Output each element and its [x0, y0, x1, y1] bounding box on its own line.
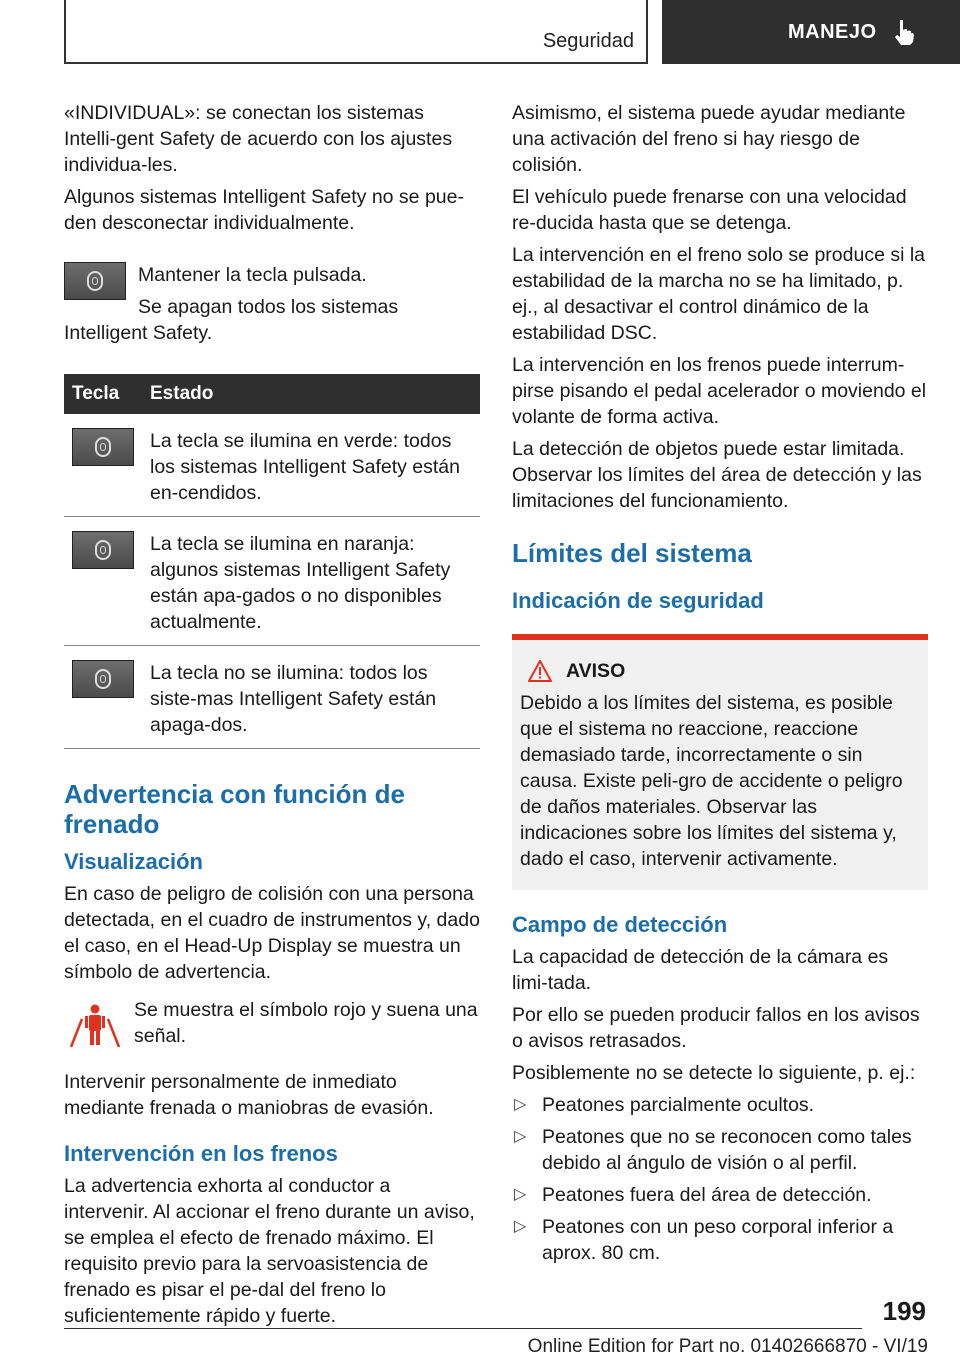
- table-row: [64, 646, 480, 749]
- column-header-state: Estado: [142, 374, 480, 414]
- heading-intervencion: Intervención en los frenos: [64, 1141, 338, 1166]
- chapter-label: MANEJO: [788, 20, 877, 43]
- heading-indicacion: Indicación de seguridad: [512, 588, 764, 613]
- paragraph-no-desconectar: Algunos sistemas Intelligent Safety no se pue-den desconectar individualmente.: [64, 186, 464, 234]
- paragraph-visualizacion: En caso de peligro de colisión con una persona detectada, en el cuadro de instrumentos y, dado el caso, en el Head-Up Display se muestra un símbolo de advertencia.: [64, 883, 480, 983]
- bullet-list: [512, 1092, 928, 1266]
- state-description: La tecla no se ilumina: todos los siste-mas Intelligent Safety están apaga-dos.: [142, 646, 480, 749]
- paragraph-interrumpir: La intervención en los frenos puede interrum-pirse pisando el pedal acelerador o moviendo el volante de forma activa.: [512, 354, 927, 428]
- intelligent-safety-key-icon: [72, 531, 134, 569]
- paragraph-deteccion-limitada: La detección de objetos puede estar limitada. Observar los límites del área de detección y las limitaciones del funcionamiento.: [512, 438, 922, 512]
- list-item: ▷ Peatones parcialmente ocultos.: [512, 1092, 928, 1118]
- right-column: [512, 100, 928, 1272]
- paragraph-symbol: Se muestra el símbolo rojo y suena una señal.: [134, 999, 478, 1047]
- paragraph-estabilidad: La intervención en el freno solo se produce si la estabilidad de la marcha no se ha limitado, p. ej., al desactivar el control dinámico de la estabilidad DSC.: [512, 244, 926, 344]
- page-number: 199: [882, 1296, 926, 1326]
- key-state-table: [64, 374, 480, 749]
- paragraph-campo-1: La capacidad de detección de la cámara es limi-tada.: [512, 946, 889, 994]
- column-header-key: Tecla: [64, 374, 142, 414]
- header-section-title: Seguridad: [542, 30, 634, 52]
- paragraph-campo-2: Por ello se pueden producir fallos en los avisos o avisos retrasados.: [512, 1004, 920, 1052]
- list-item: ▷ Peatones fuera del área de detección.: [512, 1182, 928, 1208]
- paragraph-individual: «INDIVIDUAL»: se conectan los sistemas Intelli-gent Safety de acuerdo con los ajustes individua-les.: [64, 102, 453, 176]
- key-hold-result: Se apagan todos los sistemas Intelligent Safety.: [64, 296, 399, 344]
- warning-title-text: AVISO: [566, 660, 626, 682]
- key-hold-instruction: Mantener la tecla pulsada.: [138, 264, 367, 286]
- paragraph-campo-3: Posiblemente no se detecte lo siguiente, p. ej.:: [512, 1062, 916, 1084]
- key-hold-block: [64, 262, 480, 352]
- heading-limites: Límites del sistema: [512, 538, 752, 568]
- state-description: La tecla se ilumina en verde: todos los sistemas Intelligent Safety están en-cendidos.: [142, 414, 480, 517]
- footer-divider: [64, 1328, 862, 1329]
- warning-symbol-block: [64, 997, 480, 1055]
- heading-visualizacion: Visualización: [64, 849, 203, 874]
- table-row: [64, 517, 480, 646]
- paragraph-asimismo: Asimismo, el sistema puede ayudar mediante una activación del freno si hay riesgo de colisión.: [512, 102, 906, 176]
- warning-box: [512, 634, 928, 890]
- heading-advertencia: Advertencia con función de frenado: [64, 779, 405, 839]
- hand-pointer-icon: [891, 18, 917, 46]
- heading-campo: Campo de detección: [512, 912, 728, 937]
- intelligent-safety-key-icon: [72, 660, 134, 698]
- paragraph-intervenir: Intervenir personalmente de inmediato mediante frenada o maniobras de evasión.: [64, 1071, 434, 1119]
- list-item: ▷ Peatones con un peso corporal inferior a aprox. 80 cm.: [512, 1214, 928, 1266]
- paragraph-intervencion: La advertencia exhorta al conductor a intervenir. Al accionar el freno durante un aviso, se emplea el efecto de frenado máximo. El requisito previo para la servoasistencia de frenado es pisar el pe-dal del freno lo suficientemente rápido y fuerte.: [64, 1175, 475, 1327]
- header-chapter-tab[interactable]: [662, 0, 960, 64]
- warning-title: [528, 658, 920, 684]
- footer-edition: Online Edition for Part no. 01402666870 - VI/19: [527, 1336, 928, 1357]
- left-column: [64, 100, 480, 1335]
- pedestrian-warning-icon: [68, 999, 122, 1049]
- intelligent-safety-key-icon: [72, 428, 134, 466]
- list-item: ▷ Peatones que no se reconocen como tales debido al ángulo de visión o al perfil.: [512, 1124, 928, 1176]
- intelligent-safety-key-icon: [64, 262, 126, 300]
- paragraph-velocidad: El vehículo puede frenarse con una velocidad re-ducida hasta que se detenga.: [512, 186, 907, 234]
- warning-triangle-icon: [528, 660, 552, 682]
- warning-text: Debido a los límites del sistema, es posible que el sistema no reaccione, reaccione demasiado tarde, incorrectamente o sin causa. Existe peli-gro de accidente o peligro de daños materiales. Observar las indicaciones sobre los límites del sistema y, dado el caso, intervenir activamente.: [520, 692, 903, 870]
- table-row: [64, 414, 480, 517]
- state-description: La tecla se ilumina en naranja: algunos sistemas Intelligent Safety están apa-gados o no disponibles actualmente.: [142, 517, 480, 646]
